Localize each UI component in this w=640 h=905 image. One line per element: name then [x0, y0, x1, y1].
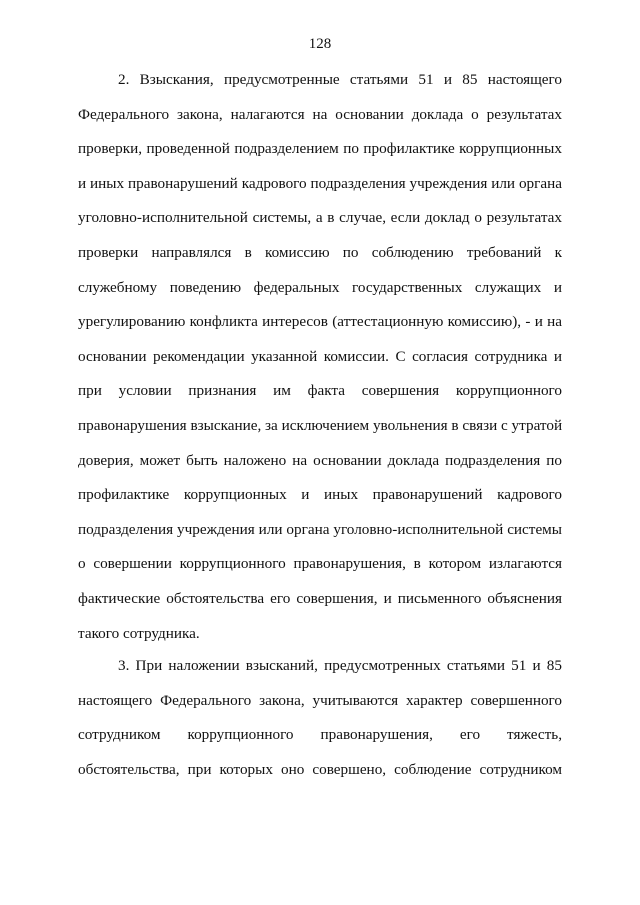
paragraph-2 — [78, 70, 562, 658]
text-line: сотрудником коррупционного правонарушения, его тяжесть, — [78, 726, 562, 744]
page-number: 128 — [308, 36, 332, 52]
text-line: Федерального закона, налагаются на основании доклада о результатах — [78, 105, 562, 123]
text-line: 3. При наложении взысканий, предусмотренных статьями 51 и 85 — [118, 657, 562, 674]
text-line: доверия, может быть наложено на основании доклада подразделения по — [78, 451, 562, 469]
text-line: фактические обстоятельства его совершения, и письменного объяснения — [78, 589, 562, 607]
text-line: проверки, проведенной подразделением по профилактике коррупционных — [78, 140, 562, 158]
text-line: основании рекомендации указанной комиссии. С согласия сотрудника и — [78, 347, 562, 365]
text-line: обстоятельства, при которых оно совершено, соблюдение сотрудником — [78, 760, 562, 778]
text-line: подразделения учреждения или органа уголовно-исполнительной системы — [78, 520, 562, 538]
text-line: 2. Взыскания, предусмотренные статьями 51 и 85 настоящего — [118, 71, 562, 88]
text-line: при условии признания им факта совершения коррупционного — [78, 382, 562, 400]
text-line: и иных правонарушений кадрового подразделения учреждения или органа — [78, 174, 562, 192]
text-line: уголовно-исполнительной системы, а в случае, если доклад о результатах — [78, 209, 562, 227]
text-line: такого сотрудника. — [78, 624, 200, 642]
text-line: профилактике коррупционных и иных правонарушений кадрового — [78, 486, 562, 504]
text-line: служебному поведению федеральных государственных служащих и — [78, 278, 562, 296]
text-line: проверки направлялся в комиссию по соблюдению требований к — [78, 243, 562, 261]
paragraph-3 — [78, 656, 562, 794]
text-line: урегулированию конфликта интересов (аттестационную комиссию), - и на — [78, 313, 562, 331]
text-line: о совершении коррупционного правонарушения, в котором излагаются — [78, 555, 562, 573]
text-line: правонарушения взыскание, за исключением увольнения в связи с утратой — [78, 416, 563, 434]
text-line: настоящего Федерального закона, учитываются характер совершенного — [78, 691, 562, 709]
